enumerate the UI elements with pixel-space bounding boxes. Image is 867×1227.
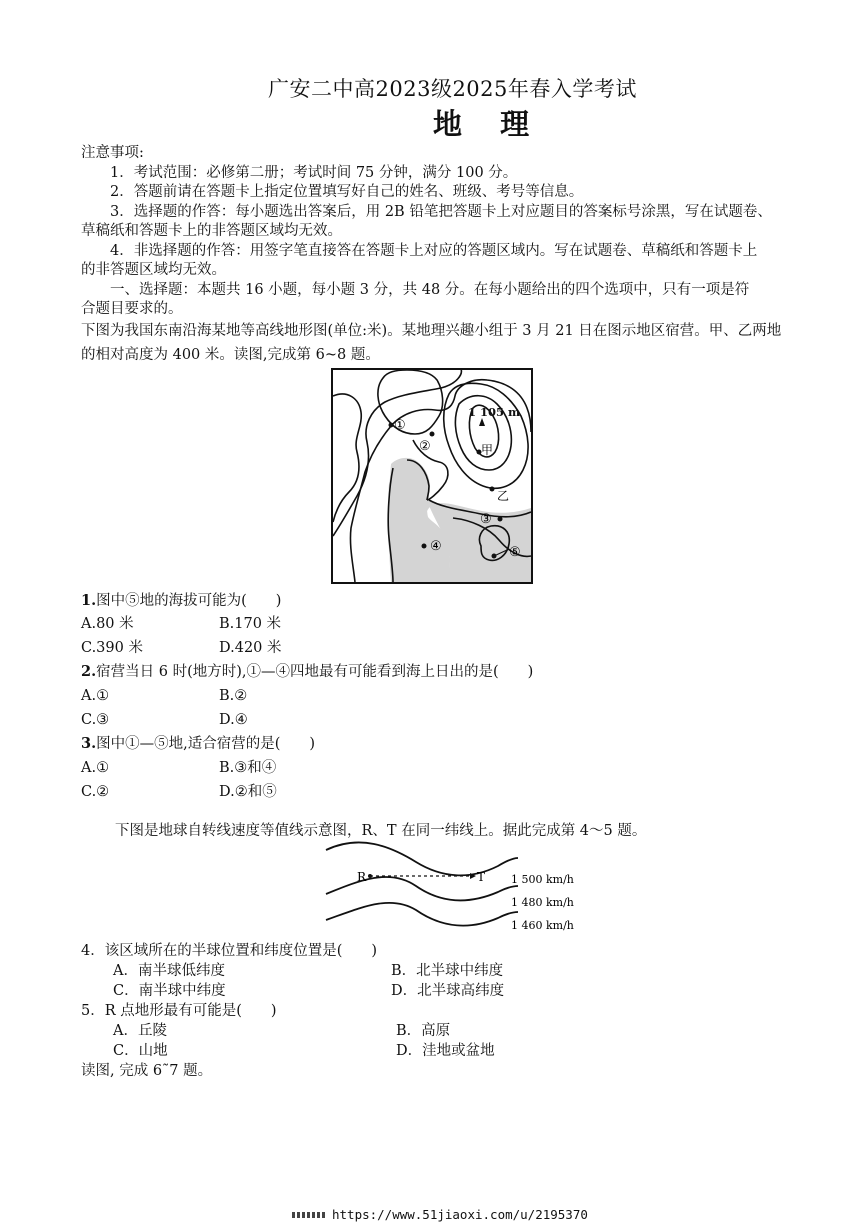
question-5: 5．R 点地形最有可能是( ) [81, 1003, 277, 1019]
point-2-label: ② [419, 439, 431, 454]
option-d[interactable]: D．洼地或盆地 [396, 1043, 495, 1059]
option-c[interactable]: C．山地 [113, 1043, 168, 1059]
note-item: 2．答题前请在答题卡上指定位置填写好自己的姓名、班级、考号等信息。 [110, 184, 584, 200]
footer-url-link[interactable]: https://www.51jiaoxi.com/u/2195370 [332, 1207, 588, 1222]
isoline-label: 1 460 km/h [511, 919, 574, 932]
point-5-label: ⑤ [509, 545, 521, 560]
option-a[interactable]: A．丘陵 [113, 1023, 167, 1039]
section-heading: 一、选择题：本题共 16 小题，每小题 3 分，共 48 分。在每小题给出的四个选项中，只有一项是符 [110, 282, 750, 298]
point-1-label: ① [394, 418, 406, 433]
question-4: 4．该区域所在的半球位置和纬度位置是( ) [81, 943, 378, 959]
t-label: T [477, 870, 486, 884]
intro-text: 下图为我国东南沿海某地等高线地形图(单位:米)。某地理兴趣小组于 3 月 21 日在图示地区宿营。甲、乙两地 [81, 323, 782, 339]
peak-elevation-label: 1 105 m [468, 405, 521, 419]
note-item: 1．考试范围：必修第二册；考试时间 75 分钟，满分 100 分。 [110, 165, 518, 181]
question-2 [81, 662, 533, 682]
option-b[interactable]: B.③和④ [219, 760, 277, 776]
option-b[interactable]: B.② [219, 688, 248, 704]
point-3-label: ③ [480, 512, 492, 527]
option-a[interactable]: A．南半球低纬度 [113, 963, 225, 979]
yi-label: 乙 [497, 489, 510, 503]
question-stem: 宿营当日 6 时(地方时),①—④四地最有可能看到海上日出的是( ) [96, 664, 534, 680]
option-c[interactable]: C.② [81, 784, 110, 800]
note-item: 4．非选择题的作答：用签字笔直接答在答题卡上对应的答题区域内。写在试题卷、草稿纸和答题卡上 [110, 243, 758, 259]
option-d[interactable]: D.420 米 [219, 640, 282, 656]
intro-text: 下图是地球自转线速度等值线示意图，R、T 在同一纬线上。据此完成第 4～5 题。 [115, 823, 647, 839]
rotation-speed-diagram [320, 838, 575, 938]
intro-text: 读图, 完成 6˜7 题。 [81, 1063, 213, 1079]
option-b[interactable]: B．高原 [396, 1023, 451, 1039]
option-c[interactable]: C.390 米 [81, 640, 143, 656]
note-item: 草稿纸和答题卡上的非答题区域均无效。 [81, 223, 342, 239]
option-a[interactable]: A.80 米 [81, 616, 134, 632]
isoline-label: 1 480 km/h [511, 896, 574, 909]
question-number: 3. [81, 735, 97, 752]
jia-label: 甲 [481, 443, 494, 457]
option-c[interactable]: C.③ [81, 712, 110, 728]
option-b[interactable]: B.170 米 [219, 616, 282, 632]
notes-heading: 注意事项: [81, 145, 144, 161]
subject-title: 地 理 [433, 107, 544, 141]
question-stem: 图中⑤地的海拔可能为( ) [96, 593, 282, 609]
option-c[interactable]: C．南半球中纬度 [113, 983, 226, 999]
option-d[interactable]: D.④ [219, 712, 248, 728]
question-number: 1. [81, 592, 97, 609]
question-3 [81, 734, 315, 754]
question-number: 2. [81, 663, 97, 680]
option-a[interactable]: A.① [81, 760, 110, 776]
point-4-label: ④ [430, 539, 442, 554]
r-label: R [357, 870, 367, 884]
option-d[interactable]: D.②和⑤ [219, 784, 277, 800]
isoline-label: 1 500 km/h [511, 873, 574, 886]
option-a[interactable]: A.① [81, 688, 110, 704]
exam-title: 广安二中高2023级2025年春入学考试 [268, 77, 637, 101]
question-stem: 图中①—⑤地,适合宿营的是( ) [96, 736, 316, 752]
note-item: 的非答题区域均无效。 [81, 262, 226, 278]
watermark-mark [292, 1212, 326, 1218]
section-heading-cont: 合题目要求的。 [81, 301, 183, 317]
note-item: 3．选择题的作答：每小题选出答案后，用 2B 铅笔把答题卡上对应题目的答案标号涂黑，写在试题卷、 [110, 204, 772, 220]
question-1 [81, 591, 281, 611]
intro-text: 的相对高度为 400 米。读图,完成第 6~8 题。 [81, 347, 380, 363]
contour-map [331, 368, 533, 584]
option-b[interactable]: B．北半球中纬度 [391, 963, 504, 979]
option-d[interactable]: D．北半球高纬度 [391, 983, 505, 999]
